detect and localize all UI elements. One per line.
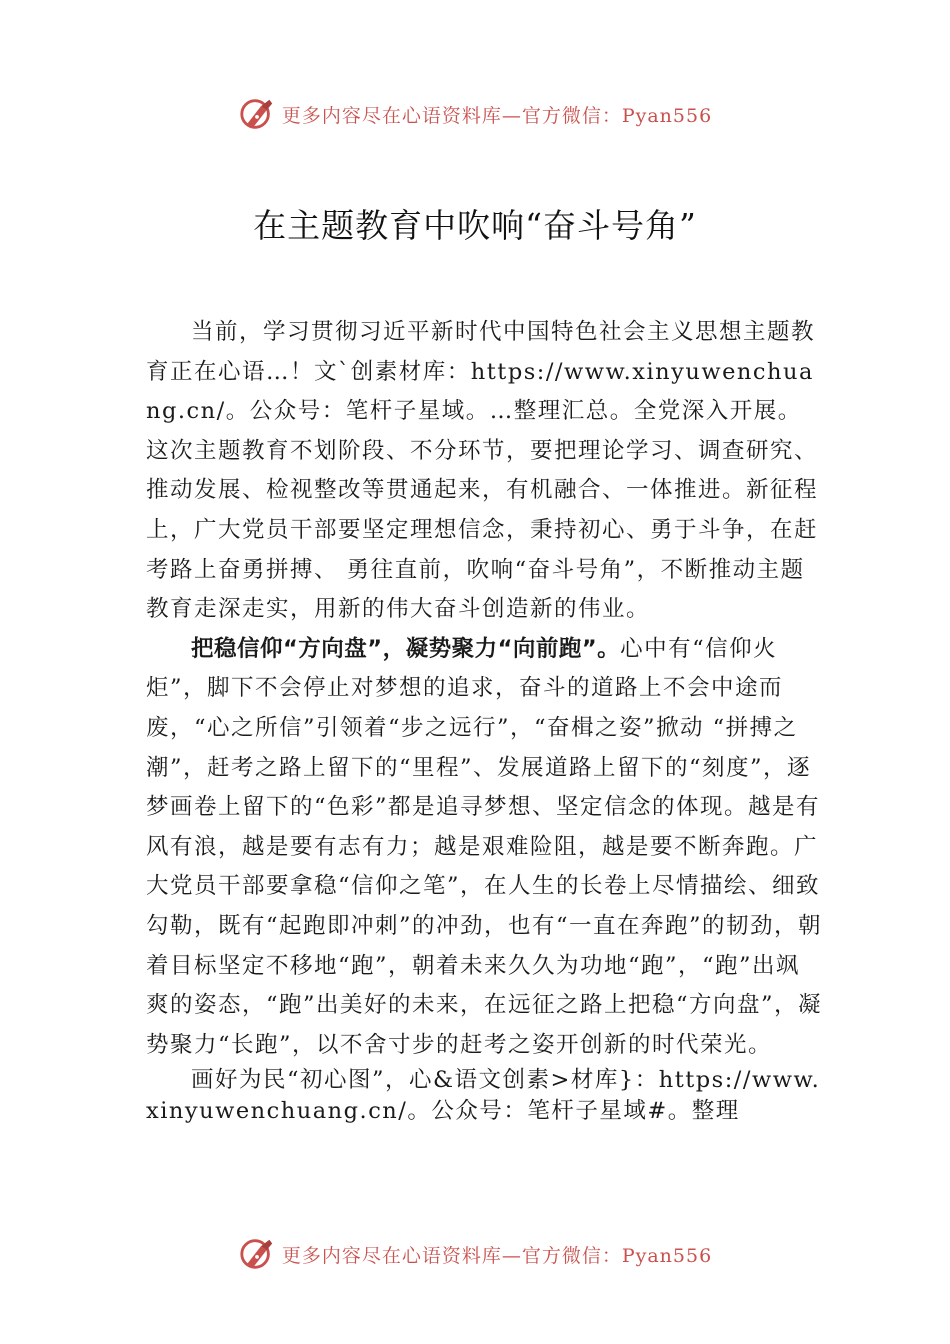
watermark-banner-bottom — [0, 1232, 950, 1276]
document-body — [146, 313, 823, 1127]
document-title: 在主题教育中吹响“奋斗号角” — [253, 206, 697, 245]
paragraph-text: 心中有“信仰火炬”，脚下不会停止对梦想的追求，奋斗的道路上不会中途而废，“心之所信”引领着“步之远行”，“奋楫之姿”掀动 “拼搏之潮”，赶考之路上留下的“里程”、发展道路上留下的“刻度”，逐梦画卷上留下的“色彩”都是追寻梦想、坚定信念的体现。越是有风有浪，越是要有志有力；越是艰难险阻，越是要不断奔跑。广大党员干部要拿稳“信仰之笔”，在人生的长卷上尽情描绘、细致勾勒，既有“起跑即冲刺”的冲劲，也有“一直在奔跑”的韧劲，朝着目标坚定不移地“跑”，朝着未来久久为功地“跑”，“跑”出飒爽的姿态，“跑”出美好的未来，在远征之路上把稳“方向盘”，凝势聚力“长跑”，以不舍寸步的赶考之姿开创新的时代荣光。 — [146, 635, 823, 1058]
watermark-text: 更多内容尽在心语资料库—官方微信：Pyan556 — [281, 104, 713, 127]
pen-nib-logo-icon — [238, 1235, 276, 1273]
paragraph-people — [146, 1065, 824, 1127]
paragraph-lead: 把稳信仰“方向盘”，凝势聚力“向前跑”。 — [191, 635, 621, 662]
watermark-banner-top — [0, 92, 950, 136]
paragraph-text: 画好为民“初心图”，心&语文创素>材库}：https://www.xinyuwenchuang.cn/。公众号：笔杆子星域#。整理 — [146, 1067, 821, 1125]
paragraph-text: 当前，学习贯彻习近平新时代中国特色社会主义思想主题教育正在心语…！文`创素材库：https://www.xinyuwenchuang.cn/。公众号：笔杆子星域。…整理汇总。全党深入开展。这次主题教育不划阶段、不分环节，要把理论学习、调查研究、推动发展、检视整改等贯通起来，有机融合、一体推进。新征程上，广大党员干部要坚定理想信念，秉持初心、勇于斗争，在赶考路上奋勇拼搏、 勇往直前，吹响“奋斗号角”，不断推动主题教育走深走实，用新的伟大奋斗创造新的伟业。 — [146, 319, 819, 623]
paragraph-intro — [146, 313, 818, 630]
watermark-text: 更多内容尽在心语资料库—官方微信：Pyan556 — [281, 1244, 713, 1267]
pen-nib-logo-icon — [238, 95, 276, 133]
paragraph-faith — [146, 630, 822, 1066]
